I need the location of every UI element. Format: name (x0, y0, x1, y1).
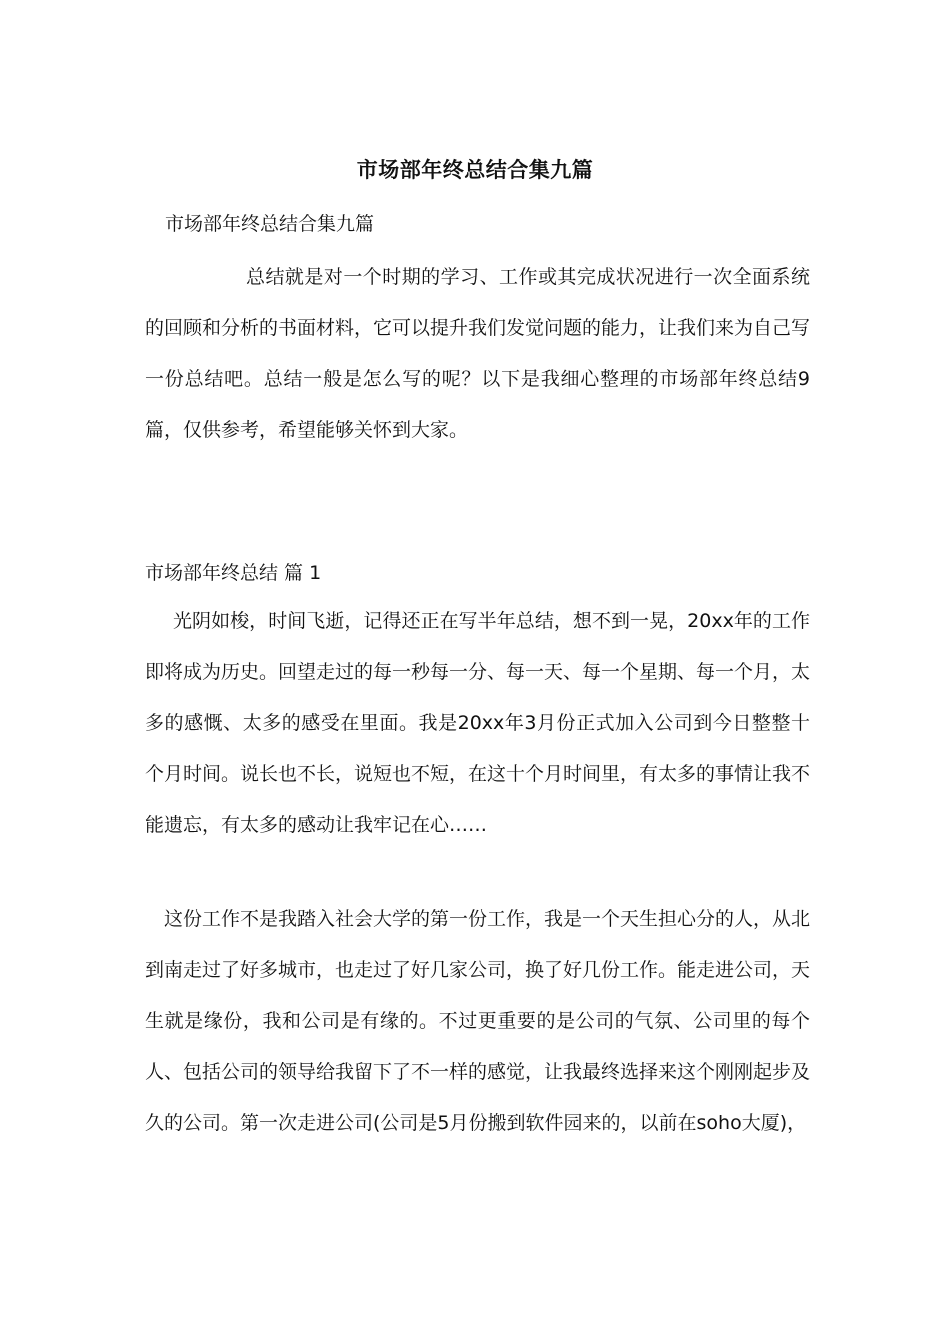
document-title: 市场部年终总结合集九篇 (356, 158, 594, 182)
body-paragraph: 这份工作不是我踏入社会大学的第一份工作，我是一个天生担心分的人，从北到南走过了好多城市，也走过了好几家公司，换了好几份工作。能走进公司，天生就是缘份，我和公司是有缘的。不过更重要的是公司的气氛、公司里的每个人、包括公司的领导给我留下了不一样的感觉，让我最终选择来这个刚刚起步及久的公司。第一次走进公司(公司是5月份搬到软件园来的，以前在soho大厦)， (145, 908, 811, 1134)
document-subtitle: 市场部年终总结合集九篇 (165, 213, 375, 235)
body-paragraph: 光阴如梭，时间飞逝，记得还正在写半年总结，想不到一晃，20xx年的工作即将成为历史。回望走过的每一秒每一分、每一天、每一个星期、每一个月，太多的感慨、太多的感受在里面。我是20xx年3月份正式加入公司到今日整整十个月时间。说长也不长，说短也不短，在这十个月时间里，有太多的事情让我不能遗忘，有太多的感动让我牢记在心…… (145, 610, 811, 836)
intro-paragraph: 总结就是对一个时期的学习、工作或其完成状况进行一次全面系统的回顾和分析的书面材料，它可以提升我们发觉问题的能力，让我们来为自己写一份总结吧。总结一般是怎么写的呢？以下是我细心整理的市场部年终总结9篇，仅供参考，希望能够关怀到大家。 (145, 266, 811, 441)
section-heading: 市场部年终总结 篇 1 (145, 562, 322, 584)
